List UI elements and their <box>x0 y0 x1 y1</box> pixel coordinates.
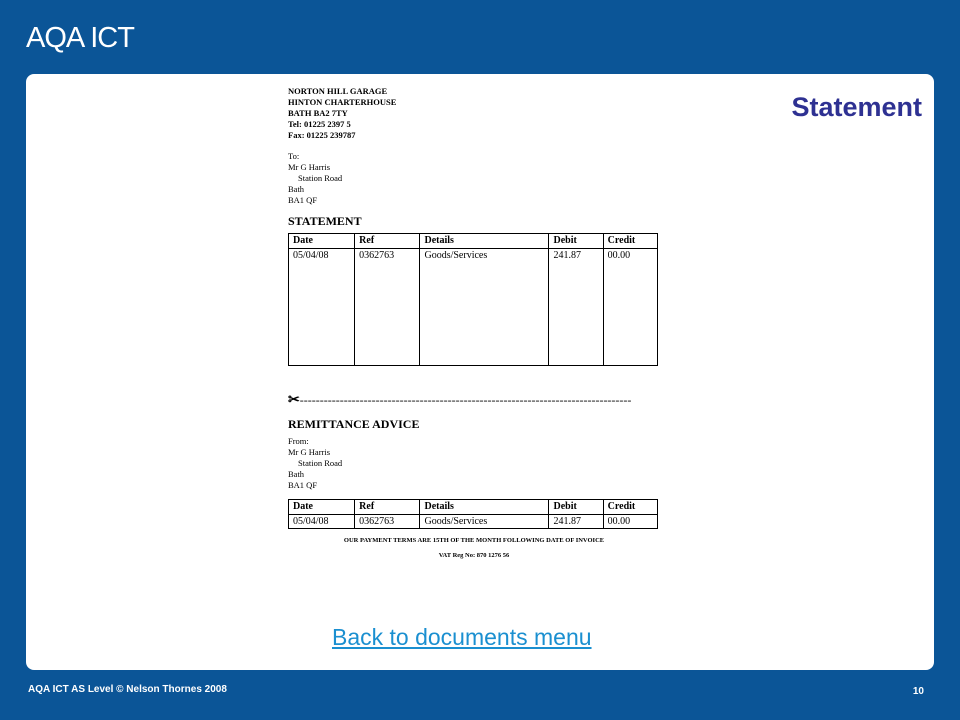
statement-document <box>288 86 660 559</box>
scissors-icon: ✂ <box>288 393 300 408</box>
content-panel <box>26 74 934 670</box>
to-address: To: Mr G Harris Station Road Bath BA1 QF <box>288 151 343 205</box>
table-row: 05/04/08 0362763 Goods/Services 241.87 00.00 <box>289 249 658 366</box>
page-number: 10 <box>912 686 924 697</box>
col-date: Date <box>289 234 355 249</box>
col-ref: Ref <box>355 234 420 249</box>
statement-heading: STATEMENT <box>288 214 362 228</box>
col-details: Details <box>420 234 549 249</box>
cut-line: ✂----------------------------------------------------------------------------------- <box>288 393 632 408</box>
slide-title: Statement <box>791 92 922 122</box>
statement-table <box>288 233 658 366</box>
col-debit: Debit <box>549 234 603 249</box>
company-address: NORTON HILL GARAGE HINTON CHARTERHOUSE BATH BA2 7TY Tel: 01225 2397 5 Fax: 01225 239787 <box>288 86 397 140</box>
remittance-heading: REMITTANCE ADVICE <box>288 417 420 431</box>
back-to-documents-link[interactable]: Back to documents menu <box>332 624 592 650</box>
payment-terms: OUR PAYMENT TERMS ARE 15TH OF THE MONTH FOLLOWING DATE OF INVOICE <box>343 537 605 544</box>
vat-number: VAT Reg No: 870 1276 56 <box>438 552 510 559</box>
table-row: 05/04/08 0362763 Goods/Services 241.87 00.00 <box>289 515 658 529</box>
logo-aqa: AQA <box>26 22 85 54</box>
logo-ict: ICT <box>90 22 134 54</box>
remittance-table: Date Ref Details Debit Credit 05/04/08 0362763 Goods/Services 241.87 00.00 <box>288 499 658 529</box>
aqa-ict-logo <box>26 20 134 56</box>
footer-copyright: AQA ICT AS Level © Nelson Thornes 2008 <box>28 684 227 695</box>
col-credit: Credit <box>603 234 657 249</box>
from-address: From: Mr G Harris Station Road Bath BA1 QF <box>288 436 343 490</box>
